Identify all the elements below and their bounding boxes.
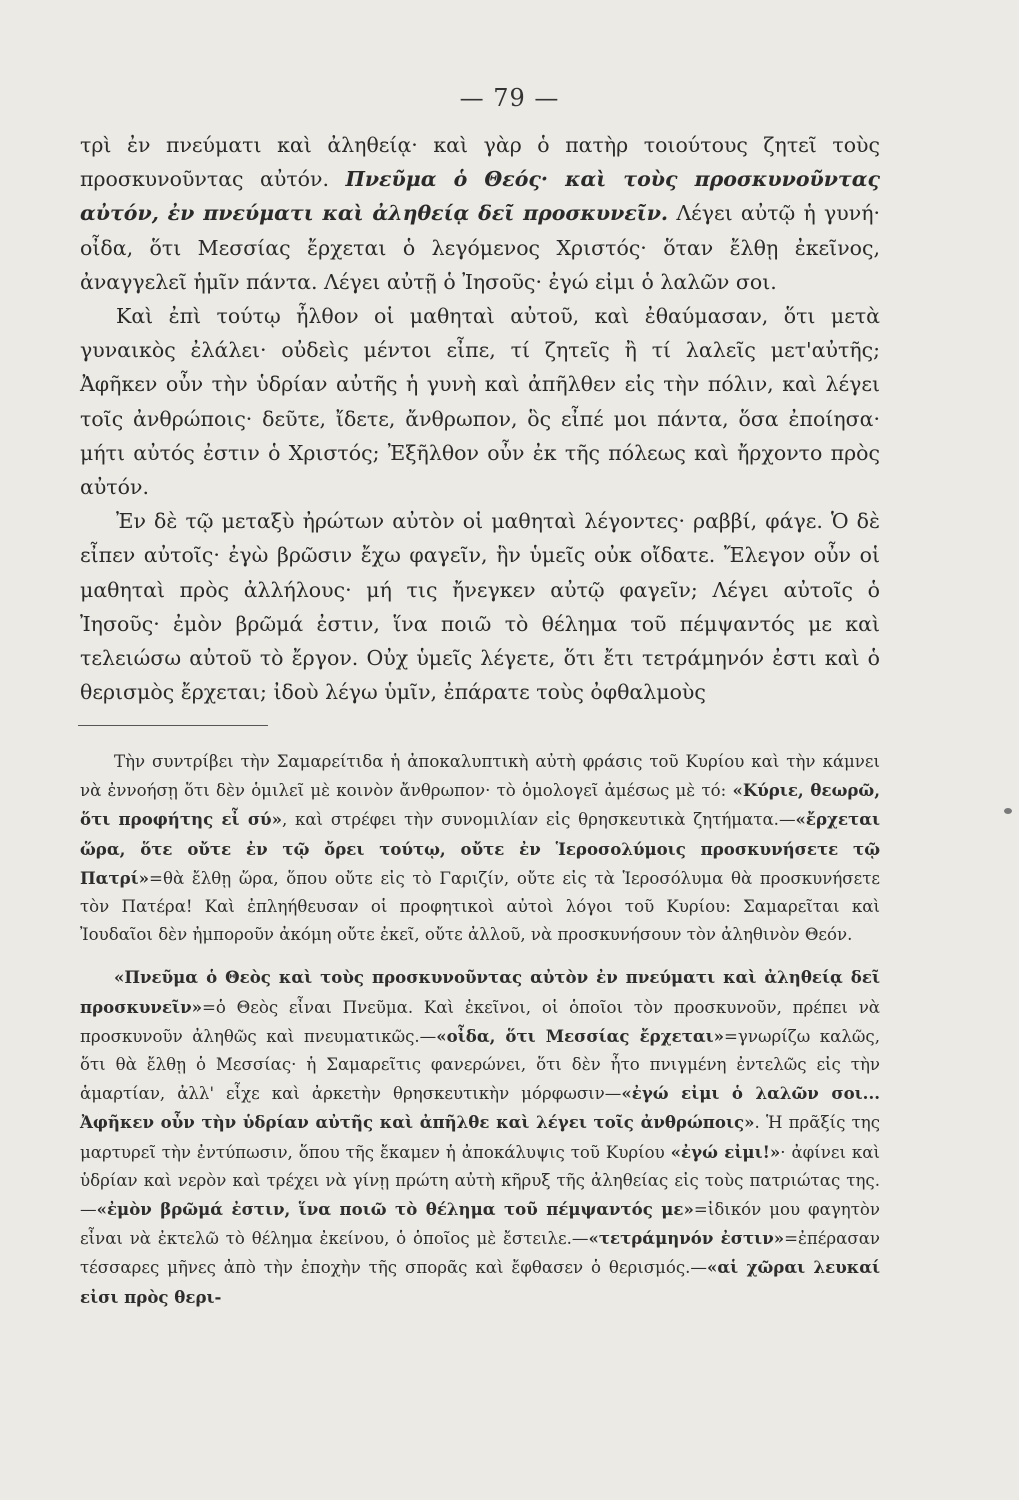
- paragraph-1: [80, 128, 880, 299]
- footnote-1-text: Τὴν συντρίβει τὴν Σαμαρείτιδα ἡ ἀποκαλυπτικὴ αὐτὴ φράσις τοῦ Κυρίου καὶ τὴν κάμνει νὰ ἐννοήσῃ ὅτι δὲν ὁμιλεῖ μὲ κοινὸν ἄνθρωπον· τὸ ὁμολογεῖ ἀμέσως μὲ τό:: [80, 752, 880, 801]
- footnote-1: [80, 748, 880, 949]
- footnote-1-text: =θὰ ἔλθῃ ὥρα, ὅπου οὔτε εἰς τὸ Γαριζίν, οὔτε εἰς τὰ Ἱεροσόλυμα θὰ προσκυνήσετε τὸν Πατέρα! Καὶ ἐπληήθευσαν οἱ προφητικοὶ αὐτοὶ λόγοι τοῦ Κυρίου: Σαμαρεῖται καὶ Ἰουδαῖοι δὲν ἠμποροῦν ἀκόμη οὔτε ἐκεῖ, οὔτε ἀλλοῦ, νὰ προσκυνήσουν τὸν ἀληθινὸν Θεόν.: [80, 868, 880, 945]
- footnote-2-text: =γνωρίζω καλῶς, ὅτι θὰ ἔλθῃ ὁ Μεσσίας· ἡ Σαμαρεῖτις φανερώνει, ὅτι δὲν ἦτο πνιγμένη ἐντελῶς εἰς τὴν ἁμαρτίαν, ἀλλ' εἶχε καὶ ἀρκετὴν θρησκευτικὴν μόρφωσιν—: [80, 1026, 880, 1104]
- footnote-2-text: =ὁ Θεὸς εἶναι Πνεῦμα. Καὶ ἐκεῖνοι, οἱ ὁποῖοι τὸν προσκυνοῦν, πρέπει νὰ προσκυνοῦν ἀληθῶς καὶ πνευματικῶς.—: [80, 997, 880, 1046]
- footnote-2: [80, 963, 880, 1311]
- paragraph-1-part-a: τρὶ ἐν πνεύματι καὶ ἀληθείᾳ· καὶ γὰρ ὁ πατὴρ τοιούτους ζητεῖ τοὺς προσκυνοῦντας αὐτόν.: [80, 133, 880, 192]
- footnote-2-text: . Ἡ πρᾶξίς της μαρτυρεῖ τὴν ἐντύπωσιν, ὅπου τῆς ἔκαμεν ἡ ἀποκάλυψις τοῦ Κυρίου: [80, 1113, 880, 1162]
- footnote-2-quote: «ἐγώ εἰμι ὁ λαλῶν σοι... Ἀφῆκεν οὖν τὴν ὑδρίαν αὐτῆς καὶ ἀπῆλθε καὶ λέγει τοῖς ἀνθρώποις»: [80, 1083, 880, 1133]
- footnote-2-quote: «ἐμὸν βρῶμά ἐστιν, ἵνα ποιῶ τὸ θέλημα τοῦ πέμψαντός με»: [96, 1199, 694, 1220]
- footnote-divider: [78, 725, 268, 726]
- emphasized-quote: Πνεῦμα ὁ Θεός· καὶ τοὺς προσκυνοῦντας αὐτόν, ἐν πνεύματι καὶ ἀληθείᾳ δεῖ προσκυνεῖν.: [80, 167, 880, 226]
- footnote-1-quote: «ἔρχεται ὥρα, ὅτε οὔτε ἐν τῷ ὄρει τούτῳ, οὔτε ἐν Ἱεροσολύμοις προσκυνήσετε τῷ Πατρί»: [80, 809, 881, 888]
- page-number: — 79 —: [459, 84, 560, 112]
- footnote-1-text: , καὶ στρέφει τὴν συνομιλίαν εἰς θρησκευτικὰ ζητήματα.—: [281, 810, 796, 830]
- footnote-2-text: =ἐπέρασαν τέσσαρες μῆνες ἀπὸ τὴν ἐποχὴν τῆς σπορᾶς καὶ ἔφθασεν ὁ θερισμός.—: [80, 1229, 880, 1278]
- footnote-2-quote: «Πνεῦμα ὁ Θεὸς καὶ τοὺς προσκυνοῦντας αὐτὸν ἐν πνεύματι καὶ ἀληθείᾳ δεῖ προσκυνεῖν»: [80, 967, 880, 1017]
- paragraph-2: Καὶ ἐπὶ τούτῳ ἦλθον οἱ μαθηταὶ αὐτοῦ, καὶ ἐθαύμασαν, ὅτι μετὰ γυναικὸς ἐλάλει· οὐδεὶς μέντοι εἶπε, τί ζητεῖς ἢ τί λαλεῖς μετ'αὐτῆς; Ἀφῆκεν οὖν τὴν ὑδρίαν αὐτῆς ἡ γυνὴ καὶ ἀπῆλθεν εἰς τὴν πόλιν, καὶ λέγει τοῖς ἀνθρώποις· δεῦτε, ἴδετε, ἄνθρωπον, ὃς εἶπέ μοι πάντα, ὅσα ἐποίησα· μήτι αὐτός ἐστιν ὁ Χριστός; Ἐξῆλθον οὖν ἐκ τῆς πόλεως καὶ ἤρχοντο πρὸς αὐτόν.: [80, 304, 880, 500]
- footnote-2-quote: «αἱ χῶραι λευκαί εἰσι πρὸς θερι-: [80, 1257, 880, 1307]
- ink-smudge: [1004, 808, 1012, 814]
- footnote-2-quote: «τετράμηνόν ἐστιν»: [588, 1228, 785, 1249]
- footnote-2-text: =ἰδικόν μου φαγητὸν εἶναι νὰ ἐκτελῶ τὸ θέλημα ἐκείνου, ὁ ὁποῖος μὲ ἔστειλε.—: [80, 1200, 880, 1249]
- footnote-2-text: · ἀφίνει καὶ ὑδρίαν καὶ νερὸν καὶ τρέχει νὰ γίνῃ πρώτη αὐτὴ κῆρυξ τῆς ἀληθείας εἰς τοὺς πατριώτας της.—: [80, 1142, 880, 1220]
- footnotes: [80, 748, 880, 1312]
- footnote-1-quote: «Κύριε, θεωρῶ, ὅτι προφήτης εἶ σύ»: [80, 780, 880, 830]
- footnote-2-quote: «οἶδα, ὅτι Μεσσίας ἔρχεται»: [436, 1025, 725, 1046]
- paragraph-3: Ἐν δὲ τῷ μεταξὺ ἠρώτων αὐτὸν οἱ μαθηταὶ λέγοντες· ραββί, φάγε. Ὁ δὲ εἶπεν αὐτοῖς· ἐγὼ βρῶσιν ἔχω φαγεῖν, ἣν ὑμεῖς οὐκ οἴδατε. Ἔλεγον οὖν οἱ μαθηταὶ πρὸς ἀλλήλους· μή τις ἤνεγκεν αὐτῷ φαγεῖν; Λέγει αὐτοῖς ὁ Ἰησοῦς· ἐμὸν βρῶμά ἐστιν, ἵνα ποιῶ τὸ θέλημα τοῦ πέμψαντός με καὶ τελειώσω αὐτοῦ τὸ ἔργον. Οὐχ ὑμεῖς λέγετε, ὅτι ἔτι τετράμηνόν ἐστι καὶ ὁ θερισμὸς ἔρχεται; ἰδοὺ λέγω ὑμῖν, ἐπάρατε τοὺς ὀφθαλμοὺς: [80, 509, 880, 705]
- paragraph-1-part-b: Λέγει αὐτῷ ἡ γυνή· οἶδα, ὅτι Μεσσίας ἔρχεται ὁ λεγόμενος Χριστός· ὅταν ἔλθῃ ἐκεῖνος, ἀναγγελεῖ ἡμῖν πάντα. Λέγει αὐτῇ ὁ Ἰησοῦς· ἐγώ εἰμι ὁ λαλῶν σοι.: [80, 201, 880, 294]
- main-text: [80, 128, 880, 709]
- footnote-2-quote: «ἐγώ εἰμι!»: [670, 1141, 781, 1162]
